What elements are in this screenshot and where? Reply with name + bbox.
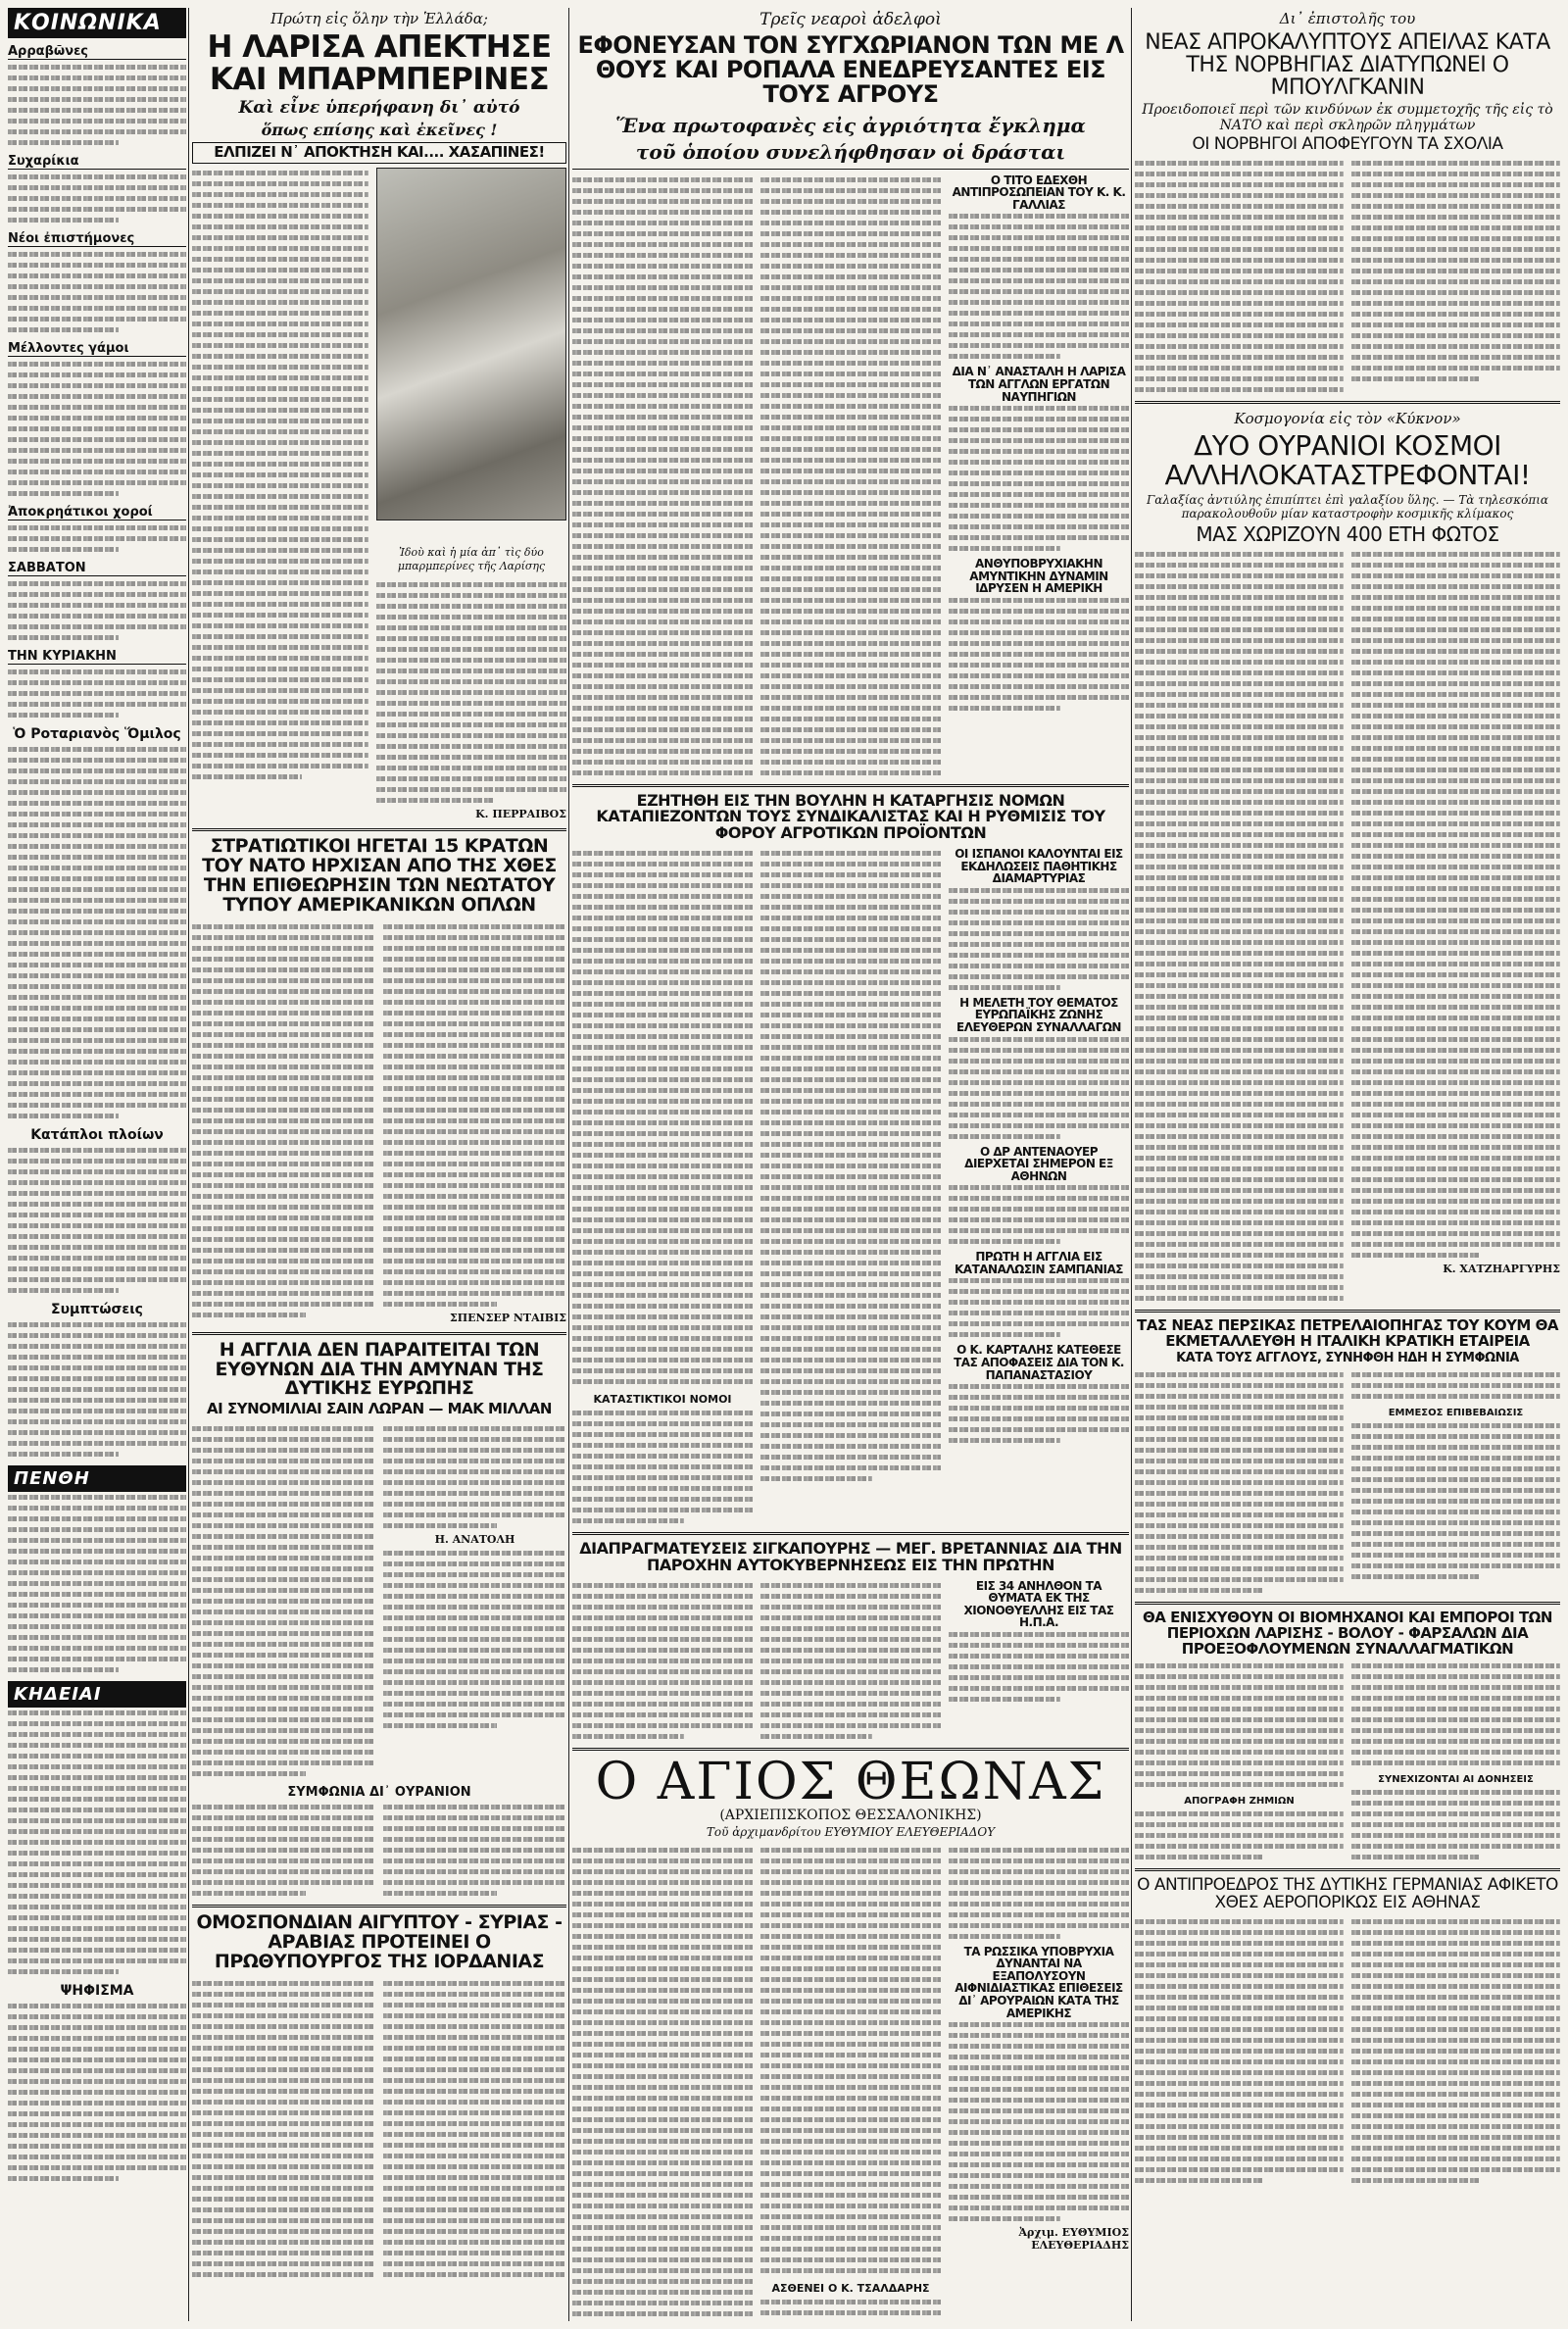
text-block bbox=[8, 667, 186, 720]
text-block bbox=[8, 249, 186, 335]
headline-larisa-workers: ΔΙΑ Ν᾽ ΑΝΑΣΤΑΛΗ Η ΛΑΡΙΣΑ ΤΩΝ ΑΓΓΛΩΝ ΕΡΓΑΤΩΝ ΝΑΥΠΗΓΙΩΝ bbox=[952, 365, 1126, 404]
byline: Κ. ΠΕΡΡΑΙΒΟΣ bbox=[475, 807, 566, 820]
deck: Καὶ εἶνε ὑπερήφανη δι᾽ αὐτό bbox=[238, 98, 520, 119]
headline-tito: Ο ΤΙΤΟ ΕΔΕΧΘΗ ΑΝΤΙΠΡΟΣΩΠΕΙΑΝ ΤΟΥ Κ. Κ. ΓΑΛΛΙΑΣ bbox=[952, 173, 1126, 212]
text-block bbox=[8, 578, 186, 643]
headline-larisa: Η ΛΑΡΙΣΑ ΑΠΕΚΤΗΣΕ ΚΑΙ ΜΠΑΡΜΠΕΡΙΝΕΣ bbox=[207, 29, 552, 97]
byline: Η. ΑΝΑΤΟΛΗ bbox=[434, 1533, 515, 1547]
side-stories bbox=[949, 174, 1129, 778]
headline-nato: ΣΤΡΑΤΙΩΤΙΚΟΙ ΗΓΕΤΑΙ 15 ΚΡΑΤΩΝ ΤΟΥ ΝΑΤΟ ΗΡΧΙΣΑΝ ΑΠΟ ΤΗΣ ΧΘΕΣ ΤΗΝ ΕΠΙΘΕΩΡΗΣΙΝ ΤΩΝ ΝΕΩΤΑΤΟΥ ΤΥΠΟΥ ΑΜΕΡΙΚΑΝΙΚΩΝ ΟΠΛΩΝ bbox=[202, 834, 557, 916]
kicker: Κοσμογονία εἰς τὸν «Κύκνον» bbox=[1234, 410, 1461, 428]
column-rule bbox=[1131, 8, 1132, 2321]
text-block bbox=[383, 1802, 566, 1899]
headline-russian-subs: ΤΑ ΡΩΣΣΙΚΑ ΥΠΟΒΡΥΧΙΑ ΔΥΝΑΝΤΑΙ ΝΑ ΕΞΑΠΟΛΥΣΟΥΝ ΑΙΦΝΙΔΙΑΣΤΙΚΑΣ ΕΠΙΘΕΣΕΙΣ ΔΙ᾽ ΑΡΟΥΡΑΙΩΝ ΚΑΤΑ ΤΗΣ ΑΜΕΡΙΚΗΣ bbox=[955, 1944, 1123, 2020]
deck: Προειδοποιεῖ περὶ τῶν κινδύνων ἐκ συμμετοχῆς τῆς εἰς τὸ ΝΑΤΟ καὶ περὶ σκληρῶν πληγμάτων bbox=[1142, 102, 1553, 134]
subhead-oil-note: ΕΜΜΕΣΟΣ ΕΠΙΒΕΒΑΙΩΣΙΣ bbox=[1388, 1408, 1524, 1419]
subhead-rotary: Ὁ Ροταριανὸς Ὅμιλος bbox=[13, 726, 181, 742]
story-columns bbox=[192, 921, 566, 1326]
text-block bbox=[760, 1580, 941, 1742]
text-block bbox=[572, 174, 753, 778]
deck: τοῦ ὁποίου συνελήφθησαν οἱ δράσται bbox=[635, 139, 1066, 164]
headline-antenauer: Ο ΔΡ ΑΝΤΕΝΑΟΥΕΡ ΔΙΕΡΧΕΤΑΙ ΣΗΜΕΡΟΝ ΕΞ ΑΘΗΝΩΝ bbox=[964, 1144, 1113, 1183]
column-social bbox=[8, 8, 186, 2321]
text-block bbox=[760, 848, 941, 1526]
section-header-mourning: ΠΕΝΘΗ bbox=[8, 1465, 186, 1492]
headline-dead: ΕΙΣ 34 ΑΝΗΛΘΟΝ ΤΑ ΘΥΜΑΤΑ ΕΚ ΤΗΣ ΧΙΟΝΟΘΥΕΛΛΗΣ ΕΙΣ ΤΑΣ Η.Π.Α. bbox=[963, 1578, 1114, 1630]
text-block bbox=[1135, 158, 1344, 395]
text-block bbox=[8, 359, 186, 499]
subhead-oil: ΚΑΤΑ ΤΟΥΣ ΑΓΓΛΟΥΣ, ΣΥΝΗΦΘΗ ΗΔΗ Η ΣΥΜΦΩΝΙΑ bbox=[1176, 1351, 1519, 1366]
headline-oil: ΤΑΣ ΝΕΑΣ ΠΕΡΣΙΚΑΣ ΠΕΤΡΕΛΑΙΟΠΗΓΑΣ ΤΟΥ ΚΟΥΜ ΘΑ ΕΚΜΕΤΑΛΛΕΥΘΗ Η ΙΤΑΛΙΚΗ ΚΡΑΤΙΚΗ ΕΤΑΙΡΕΙΑ bbox=[1137, 1315, 1558, 1350]
story-columns bbox=[192, 1423, 566, 1779]
kicker: Τρεῖς νεαροὶ ἀδελφοὶ bbox=[760, 10, 942, 29]
subhead-england: ΑΙ ΣΥΝΟΜΙΛΙΑΙ ΣΑΙΝ ΛΩΡΑΝ — ΜΑΚ ΜΙΛΛΑΝ bbox=[207, 1400, 552, 1418]
story-columns bbox=[1135, 549, 1560, 1304]
section-header-funerals: ΚΗΔΕΙΑΙ bbox=[8, 1681, 186, 1708]
text-block bbox=[192, 921, 375, 1326]
text-block bbox=[192, 1802, 375, 1899]
text-block bbox=[760, 174, 941, 778]
subhead-industry-note2: ΣΥΝΕΧΙΖΟΝΤΑΙ ΑΙ ΔΟΝΗΣΕΙΣ bbox=[1378, 1774, 1534, 1786]
subhead-future-weddings: Μέλλοντες γάμοι bbox=[8, 341, 186, 357]
text-block bbox=[383, 1423, 566, 1779]
text-block bbox=[8, 1492, 186, 1675]
headline-germany: Ο ΑΝΤΙΠΡΟΕΔΡΟΣ ΤΗΣ ΔΥΤΙΚΗΣ ΓΕΡΜΑΝΙΑΣ ΑΦΙΚΕΤΟ ΧΘΕΣ ΑΕΡΟΠΟΡΙΚΩΣ ΕΙΣ ΑΘΗΝΑΣ bbox=[1137, 1875, 1558, 1913]
text-block bbox=[376, 579, 566, 806]
subhead-crete: ΚΑΤΑΣΤΙΚΤΙΚΟΙ ΝΟΜΟΙ bbox=[593, 1392, 732, 1406]
deck: ὅπως επίσης καὶ ἐκεῖνες ! bbox=[261, 121, 498, 140]
photo-barber bbox=[376, 168, 566, 572]
feature-title: Ο ΑΓΙΟΣ ΘΕΩΝΑΣ bbox=[595, 1752, 1106, 1811]
deck: Γαλαξίας ἀντιύλης ἐπιπίπτει ἐπὶ γαλαξίου ὕλης. — Τὰ τηλεσκόπια παρακολουθοῦν μίαν καταστροφὴν κοσμικῆς κλίμακος bbox=[1146, 492, 1549, 520]
photo-column bbox=[376, 168, 566, 822]
text-block bbox=[192, 1423, 375, 1779]
headline-antisub: ΑΝΘΥΠΟΒΡΥΧΙΑΚΗΝ ΑΜΥΝΤΙΚΗΝ ΔΥΝΑΜΙΝ ΙΔΡΥΣΕΝ Η ΑΜΕΡΙΚΗ bbox=[969, 557, 1108, 596]
text-block bbox=[572, 848, 753, 1526]
byline: ΣΠΕΝΣΕΡ ΝΤΑΙΒΙΣ bbox=[449, 1311, 566, 1324]
text-block bbox=[572, 1845, 753, 2321]
section-header-social: ΚΟΙΝΩΝΙΚΑ bbox=[8, 8, 186, 38]
column-crime bbox=[572, 8, 1129, 2321]
feature-subtitle: (ΑΡΧΙΕΠΙΣΚΟΠΟΣ ΘΕΣΣΑΛΟΝΙΚΗΣ) bbox=[719, 1807, 982, 1823]
subhead-saturday: ΣΑΒΒΑΤΟΝ bbox=[8, 561, 186, 576]
story-columns bbox=[572, 1580, 1129, 1742]
story-columns bbox=[1135, 158, 1560, 395]
text-block bbox=[8, 2001, 186, 2184]
text-block bbox=[1135, 1660, 1344, 1862]
text-block bbox=[1135, 1916, 1344, 2186]
text-block bbox=[8, 1319, 186, 1460]
subhead-norway: ΟΙ ΝΟΡΒΗΓΟΙ ΑΠΟΦΕΥΓΟΥΝ ΤΑ ΣΧΟΛΙΑ bbox=[1192, 134, 1503, 155]
text-block bbox=[8, 522, 186, 555]
subhead-carnival: Ἀποκρηάτικοι χοροί bbox=[8, 505, 186, 520]
subhead-engagements: Αρραβῶνες bbox=[8, 44, 186, 60]
headline-parliament: ΕΖΗΤΗΘΗ ΕΙΣ ΤΗΝ ΒΟΥΛΗΝ Η ΚΑΤΑΡΓΗΣΙΣ ΝΟΜΩΝ ΚΑΤΑΠΙΕΖΟΝΤΩΝ ΤΟΥΣ ΣΥΝΔΙΚΑΛΙΣΤΑΣ ΚΑΙ Η ΡΥΘΜΙΣΙΣ ΤΟΥ ΦΟΡΟΥ ΑΓΡΟΤΙΚΩΝ ΠΡΟΪΟΝΤΩΝ bbox=[596, 790, 1105, 843]
text-block bbox=[383, 1978, 566, 2280]
headline-industry: ΘΑ ΕΝΙΣΧΥΘΟΥΝ ΟΙ ΒΙΟΜΗΧΑΝΟΙ ΚΑΙ ΕΜΠΟΡΟΙ ΤΩΝ ΠΕΡΙΟΧΩΝ ΛΑΡΙΣΗΣ - ΒΟΛΟΥ - ΦΑΡΣΑΛΩΝ ΔΙΑ ΠΡΟΕΞΟΦΛΟΥΜΕΝΩΝ ΣΥΝΑΛΛΑΓΜΑΤΙΚΩΝ bbox=[1143, 1609, 1552, 1658]
subhead-industry-note1: ΑΠΟΓΡΑΦΗ ΖΗΜΙΩΝ bbox=[1184, 1796, 1295, 1808]
text-block bbox=[8, 62, 186, 148]
text-block bbox=[8, 1708, 186, 1977]
feature-author: Τοῦ ἀρχιμανδρίτου ΕΥΘΥΜΙΟΥ ΕΛΕΥΘΕΡΙΑΔΟΥ bbox=[706, 1824, 996, 1839]
subhead-uranium: ΣΥΜΦΩΝΙΑ ΔΙ᾽ ΟΥΡΑΝΙΟΝ bbox=[287, 1785, 471, 1801]
column-larisa bbox=[192, 8, 566, 2321]
headline-cosmos: ΔΥΟ ΟΥΡΑΝΙΟΙ ΚΟΣΜΟΙ ΑΛΛΗΛΟΚΑΤΑΣΤΡΕΦΟΝΤΑΙ! bbox=[1164, 429, 1531, 491]
kicker: Δι᾽ ἐπιστολῆς του bbox=[1279, 10, 1416, 27]
kicker: Πρώτη εἰς ὅλην τὴν Ἑλλάδα; bbox=[270, 10, 488, 27]
side-stories bbox=[949, 1845, 1129, 2321]
side-stories bbox=[949, 848, 1129, 1526]
headline-england: Η ΑΓΓΛΙΑ ΔΕΝ ΠΑΡΑΙΤΕΙΤΑΙ ΤΩΝ ΕΥΘΥΝΩΝ ΔΙΑ ΤΗΝ ΑΜΥΝΑΝ ΤΗΣ ΔΥΤΙΚΗΣ ΕΥΡΩΠΗΣ bbox=[215, 1338, 544, 1400]
story-columns bbox=[572, 1845, 1129, 2321]
story-columns bbox=[1135, 1369, 1560, 1596]
byline: Κ. ΧΑΤΖΗΑΡΓΥΡΗΣ bbox=[1443, 1262, 1560, 1275]
headline-syria: ΟΜΟΣΠΟΝΔΙΑΝ ΑΙΓΥΠΤΟΥ - ΣΥΡΙΑΣ - ΑΡΑΒΙΑΣ ΠΡΟΤΕΙΝΕΙ Ο ΠΡΩΘΥΠΟΥΡΓΟΣ ΤΗΣ ΙΟΡΔΑΝΙΑΣ bbox=[196, 1911, 563, 1973]
story-columns bbox=[572, 848, 1129, 1526]
column-rule bbox=[568, 8, 569, 2321]
text-block bbox=[192, 1978, 375, 2280]
text-block bbox=[1351, 158, 1560, 395]
story-columns bbox=[572, 174, 1129, 778]
text-block bbox=[1351, 549, 1560, 1304]
story-columns bbox=[1135, 1660, 1560, 1862]
byline: Ἀρχιμ. ΕΥΘΥΜΙΟΣ ΕΛΕΥΘΕΡΙΑΔΗΣ bbox=[1018, 2226, 1129, 2253]
headline-crime: ΕΦΟΝΕΥΣΑΝ ΤΟΝ ΣΥΓΧΩΡΙΑΝΟΝ ΤΩΝ ΜΕ Λ ΘΟΥΣ ΚΑΙ ΡΟΠΑΛΑ ΕΝΕΔΡΕΥΣΑΝΤΕΣ ΕΙΣ ΤΟΥΣ ΑΓΡΟΥΣ bbox=[577, 31, 1124, 109]
text-block bbox=[1135, 1369, 1344, 1596]
side-stories bbox=[949, 1580, 1129, 1742]
deck: Ἕνα πρωτοφανὲς εἰς ἀγριότητα ἔγκλημα bbox=[615, 113, 1086, 137]
subhead-vote: ΨΗΦΙΣΜΑ bbox=[60, 1983, 134, 1999]
photo-caption: Ἰδοὺ καὶ ἡ μία ἀπ᾽ τὶς δύο μπαρμπερίνες τῆς Λαρίσης bbox=[397, 546, 546, 572]
deck-uppercase: ΕΛΠΙΖΕΙ Ν᾽ ΑΠΟΚΤΗΣΗ ΚΑΙ.... ΧΑΣΑΠΙΝΕΣ! bbox=[192, 142, 566, 164]
story-columns bbox=[1135, 1916, 1560, 2186]
subhead-losses: Συμπτώσεις bbox=[51, 1302, 143, 1317]
text-block bbox=[760, 1845, 941, 2321]
text-block bbox=[1351, 1369, 1560, 1596]
text-block bbox=[572, 1580, 753, 1742]
column-world bbox=[1135, 8, 1560, 2321]
headline-spaniards: ΟΙ ΙΣΠΑΝΟΙ ΚΑΛΟΥΝΤΑΙ ΕΙΣ ΕΚΔΗΛΩΣΕΙΣ ΠΑΘΗΤΙΚΗΣ ΔΙΑΜΑΡΤΥΡΙΑΣ bbox=[955, 846, 1123, 886]
story-columns bbox=[192, 1802, 566, 1899]
story-row bbox=[192, 168, 566, 822]
text-block bbox=[8, 1145, 186, 1296]
subhead-tsaldaris: ΑΣΘΕΝΕΙ Ο Κ. ΤΣΑΛΔΑΡΗΣ bbox=[771, 2281, 930, 2295]
headline-champagne: ΠΡΩΤΗ Η ΑΓΓΛΙΑ ΕΙΣ ΚΑΤΑΝΑΛΩΣΙΝ ΣΑΜΠΑΝΙΑΣ bbox=[954, 1250, 1123, 1276]
column-rule bbox=[188, 8, 189, 2321]
story-columns bbox=[192, 1978, 566, 2280]
subhead-sunday: ΤΗΝ ΚΥΡΙΑΚΗΝ bbox=[8, 649, 186, 665]
headline-eurafrica: Η ΜΕΛΕΤΗ ΤΟΥ ΘΕΜΑΤΟΣ ΕΥΡΩΠΑΪΚΗΣ ΖΩΝΗΣ ΕΛΕΥΘΕΡΩΝ ΣΥΝΑΛΛΑΓΩΝ bbox=[956, 995, 1121, 1034]
text-block bbox=[8, 172, 186, 225]
subhead-congrats: Συχαρίκια bbox=[8, 154, 186, 170]
subhead-new-scientists: Νέοι ἐπιστήμονες bbox=[8, 231, 186, 247]
headline-norway: ΝΕΑΣ ΑΠΡΟΚΑΛΥΠΤΟΥΣ ΑΠΕΙΛΑΣ ΚΑΤΑ ΤΗΣ ΝΟΡΒΗΓΙΑΣ ΔΙΑΤΥΠΩΝΕΙ Ο ΜΠΟΥΛΓΚΑΝΙΝ bbox=[1145, 30, 1550, 101]
subhead-ships: Κατάπλοι πλοίων bbox=[30, 1127, 164, 1143]
text-block bbox=[1351, 1660, 1560, 1862]
headline-kartalis: Ο Κ. ΚΑΡΤΑΛΗΣ ΚΑΤΕΘΕΣΕ ΤΑΣ ΑΠΟΦΑΣΕΙΣ ΔΙΑ ΤΟΝ Κ. ΠΑΠΑΝΑΣΤΑΣΙΟΥ bbox=[954, 1343, 1124, 1382]
headline-singapore: ΔΙΑΠΡΑΓΜΑΤΕΥΣΕΙΣ ΣΙΓΚΑΠΟΥΡΗΣ — ΜΕΓ. ΒΡΕΤΑΝΝΙΑΣ ΔΙΑ ΤΗΝ ΠΑΡΟΧΗΝ ΑΥΤΟΚΥΒΕΡΝΗΣΕΩΣ ΕΙΣ ΤΗΝ ΠΡΩΤΗΝ bbox=[579, 1538, 1122, 1574]
text-block bbox=[1135, 549, 1344, 1304]
subhead-cosmos: ΜΑΣ ΧΩΡΙΖΟΥΝ 400 ΕΤΗ ΦΩΤΟΣ bbox=[1196, 521, 1499, 546]
text-block bbox=[192, 168, 368, 822]
text-block bbox=[1351, 1916, 1560, 2186]
text-block bbox=[383, 921, 566, 1326]
text-block bbox=[8, 744, 186, 1121]
